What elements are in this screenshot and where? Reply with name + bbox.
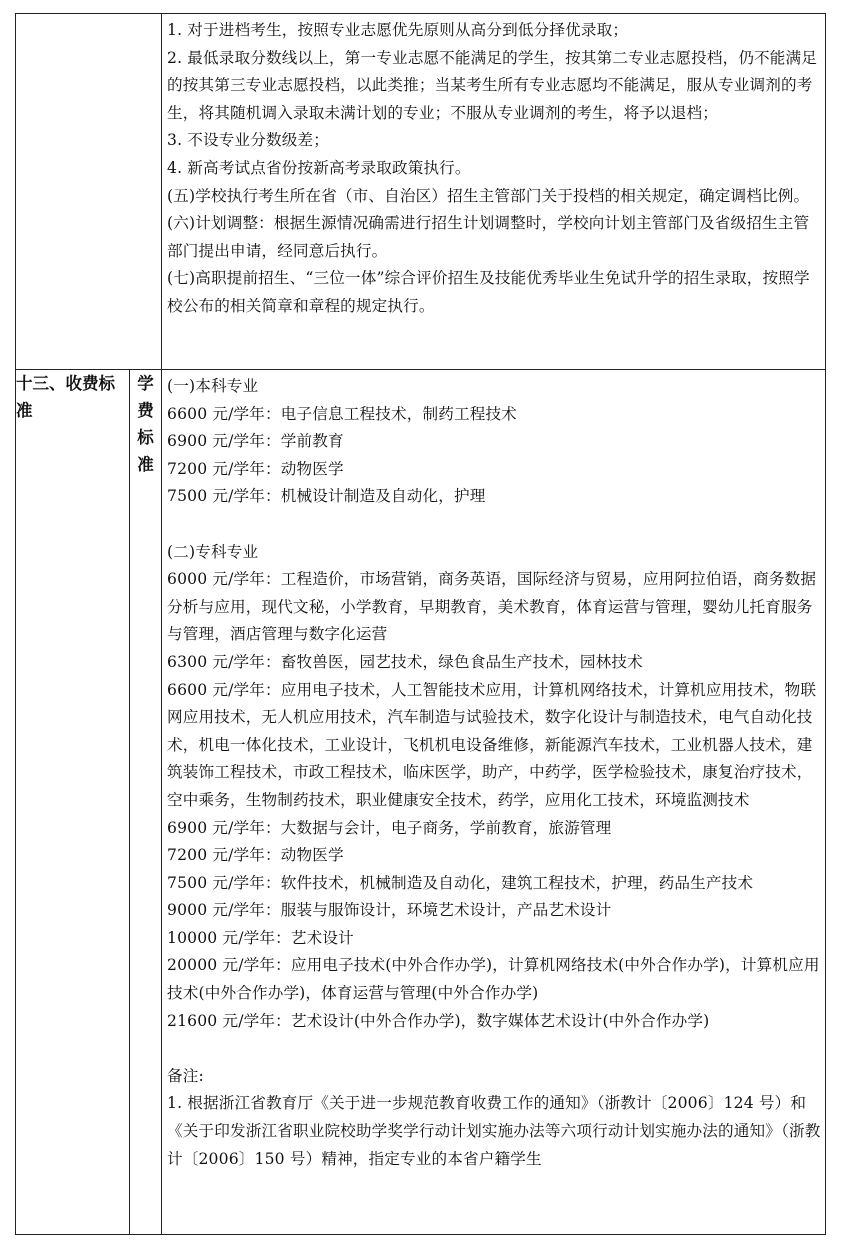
section-label-fees: 十三、收费标准 <box>16 370 130 1235</box>
policy-line: (六)计划调整：根据生源情况确需进行招生计划调整时，学校向计划主管部门及省级招生主管部门提出申请，经同意后执行。 <box>167 214 810 260</box>
policy-line: 4. 新高考试点省份按新高考录取政策执行。 <box>167 158 471 177</box>
fee-line: 20000 元/学年：应用电子技术(中外合作办学)，计算机网络技术(中外合作办学)，计算机应用技术(中外合作办学)，体育运营与管理(中外合作办学) <box>167 956 820 1003</box>
empty-label-cell <box>16 14 162 370</box>
fee-line: 7500 元/学年：软件技术，机械制造及自动化，建筑工程技术，护理，药品生产技术 <box>167 873 754 892</box>
fee-line: 6300 元/学年：畜牧兽医，园艺技术，绿色食品生产技术，园林技术 <box>167 652 643 671</box>
fee-line: 10000 元/学年：艺术设计 <box>167 928 354 947</box>
policy-line: (七)高职提前招生、“三位一体”综合评价招生及技能优秀毕业生免试升学的招生录取，按照学校公布的相关简章和章程的规定执行。 <box>167 269 810 315</box>
fee-line: 7200 元/学年：动物医学 <box>167 459 344 478</box>
fee-line: 6900 元/学年：学前教育 <box>167 432 344 451</box>
sub-label-tuition: 学费标准 <box>130 370 162 1235</box>
remark-line: 1. 根据浙江省教育厅《关于进一步规范教育收费工作的通知》（浙教计〔2006〕124 号）和《关于印发浙江省职业院校助学奖学行动计划实施办法等六项行动计划实施办法的通知》（浙教计〔2006〕150 号）精神，指定专业的本省户籍学生 <box>167 1094 821 1168</box>
fee-line: 6600 元/学年：应用电子技术，人工智能技术应用，计算机网络技术，计算机应用技术，物联网应用技术，无人机应用技术，汽车制造与试验技术，数字化设计与制造技术，电气自动化技术，机电一体化技术，工业设计，飞机机电设备维修，新能源汽车技术，工业机器人技术，建筑装饰工程技术，市政工程技术，临床医学，助产，中药学，医学检验技术，康复治疗技术，空中乘务，生物制药技术，职业健康安全技术，药学，应用化工技术，环境监测技术 <box>167 680 817 809</box>
admission-document-table <box>15 13 826 1235</box>
spacer <box>167 1035 821 1063</box>
remarks-title: 备注: <box>167 1066 204 1085</box>
fee-line: 6600 元/学年：电子信息工程技术，制药工程技术 <box>167 404 517 423</box>
fee-line: 7500 元/学年：机械设计制造及自动化，护理 <box>167 487 486 506</box>
fee-content-cell <box>162 370 826 1235</box>
policy-content-cell <box>162 14 826 370</box>
fee-line: 7200 元/学年：动物医学 <box>167 846 344 865</box>
undergrad-title: (一)本科专业 <box>167 377 259 395</box>
policy-line: 1. 对于进档考生，按照专业志愿优先原则从高分到低分择优录取； <box>167 21 629 39</box>
policy-line: (五)学校执行考生所在省（市、自治区）招生主管部门关于投档的相关规定，确定调档比例。 <box>167 186 810 205</box>
fee-line: 9000 元/学年：服装与服饰设计，环境艺术设计，产品艺术设计 <box>167 901 612 920</box>
fee-line: 6000 元/学年：工程造价，市场营销，商务英语，国际经济与贸易，应用阿拉伯语，商务数据分析与应用，现代文秘，小学教育，早期教育，美术教育，体育运营与管理，婴幼儿托育服务与管理，酒店管理与数字化运营 <box>167 570 817 644</box>
fee-standard-row <box>16 370 826 1235</box>
fee-body <box>162 370 825 1234</box>
policy-line: 3. 不设专业分数级差； <box>167 131 329 150</box>
college-title: (二)专科专业 <box>167 542 259 561</box>
policy-line: 2. 最低录取分数线以上，第一专业志愿不能满足的学生，按其第二专业志愿投档，仍不能满足的按其第三专业志愿投档，以此类推；当某考生所有专业志愿均不能满足，服从专业调剂的考生，将其随机调入录取未满计划的专业；不服从专业调剂的考生，将予以退档； <box>167 48 818 122</box>
spacer <box>167 511 821 539</box>
policy-body <box>162 14 825 323</box>
fee-line: 6900 元/学年：大数据与会计，电子商务，学前教育，旅游管理 <box>167 818 612 837</box>
admission-policy-row <box>16 14 826 370</box>
fee-line: 21600 元/学年：艺术设计(中外合作办学)，数字媒体艺术设计(中外合作办学) <box>167 1011 710 1030</box>
